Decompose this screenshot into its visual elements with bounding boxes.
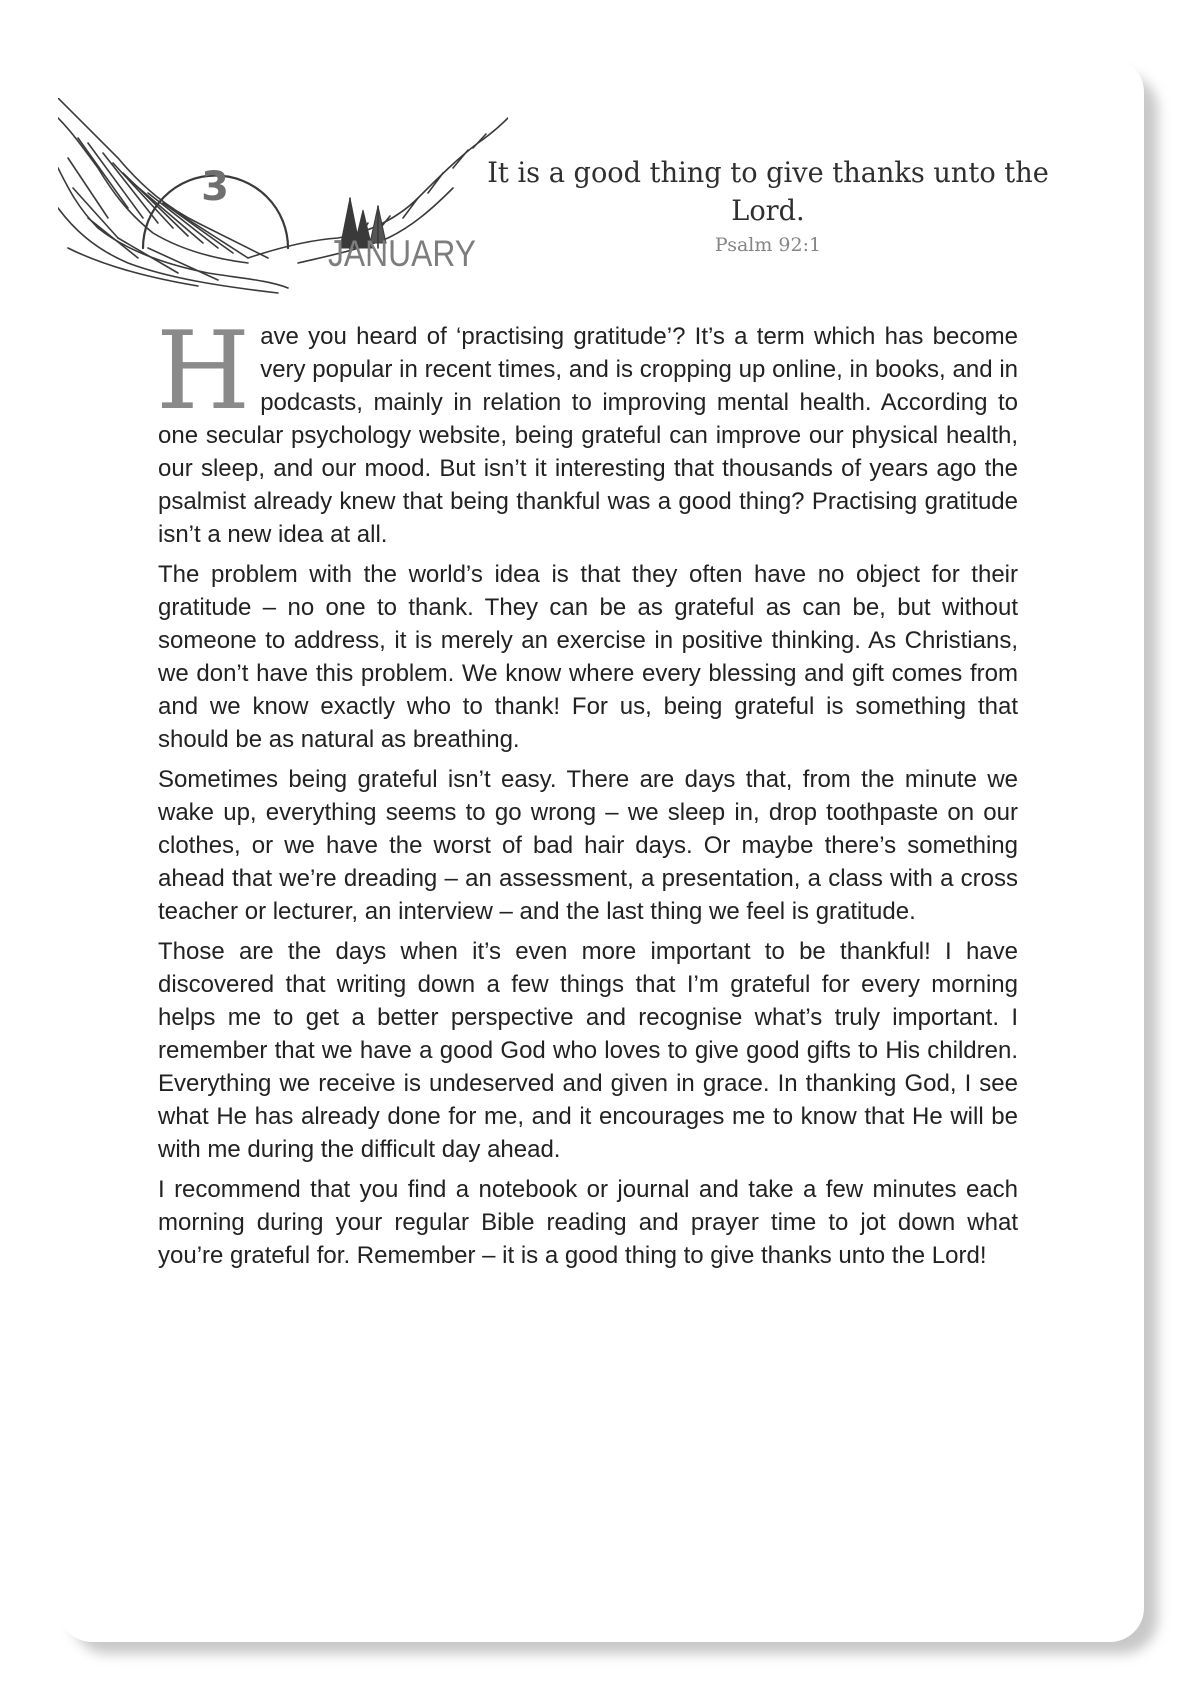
month-label: JANUARY bbox=[328, 233, 476, 274]
verse-block bbox=[478, 154, 1058, 256]
paragraph-5: I recommend that you find a notebook or journal and take a few minutes each morning during your regular Bible reading and prayer time to jot down what you’re grateful for. Remember – it is a good thing to give thanks unto the Lord! bbox=[158, 1176, 1018, 1269]
day-number: 3 bbox=[201, 164, 229, 210]
paragraph-2: The problem with the world’s idea is that they often have no object for their gratitude – no one to thank. They can be as grateful as can be, but without someone to address, it is merely an exercise in positive thinking. As Christians, we don’t have this problem. We know where every blessing and gift comes from and we know exactly who to thank! For us, being grateful is something that should be as natural as breathing. bbox=[158, 561, 1018, 753]
paragraph-1-text: ave you heard of ‘practising gratitude’? It’s a term which has become very popular in recent times, and is cropping up online, in books, and in podcasts, mainly in relation to improving mental health. According to one secular psychology website, being grateful can improve our physical health, our sleep, and our mood. But isn’t it interesting that thousands of years ago the psalmist already knew that being thankful was a good thing? Practising gratitude isn’t a new idea at all. bbox=[158, 323, 1018, 548]
drop-cap: H bbox=[156, 309, 251, 434]
paragraph-3: Sometimes being grateful isn’t easy. There are days that, from the minute we wake up, everything seems to go wrong – we sleep in, drop toothpaste on our clothes, or we have the worst of bad hair days. Or maybe there’s something ahead that we’re dreading – an assessment, a presentation, a class with a cross teacher or lecturer, an interview – and the last thing we feel is gratitude. bbox=[158, 766, 1018, 925]
paragraph-1 bbox=[156, 309, 1018, 551]
verse-text: It is a good thing to give thanks unto the Lord. bbox=[487, 156, 1049, 227]
paragraph-4: Those are the days when it’s even more important to be thankful! I have discovered that writing down a few things that I’m grateful for every morning helps me to get a better perspective and recognise what’s truly important. I remember that we have a good God who loves to give good gifts to His children. Everything we receive is undeserved and given in grace. In thanking God, I see what He has already done for me, and it encourages me to know that He will be with me during the difficult day ahead. bbox=[158, 938, 1018, 1163]
devotional-body bbox=[156, 309, 1018, 1279]
devotional-page bbox=[58, 58, 1144, 1642]
verse-reference: Psalm 92:1 bbox=[714, 234, 822, 256]
